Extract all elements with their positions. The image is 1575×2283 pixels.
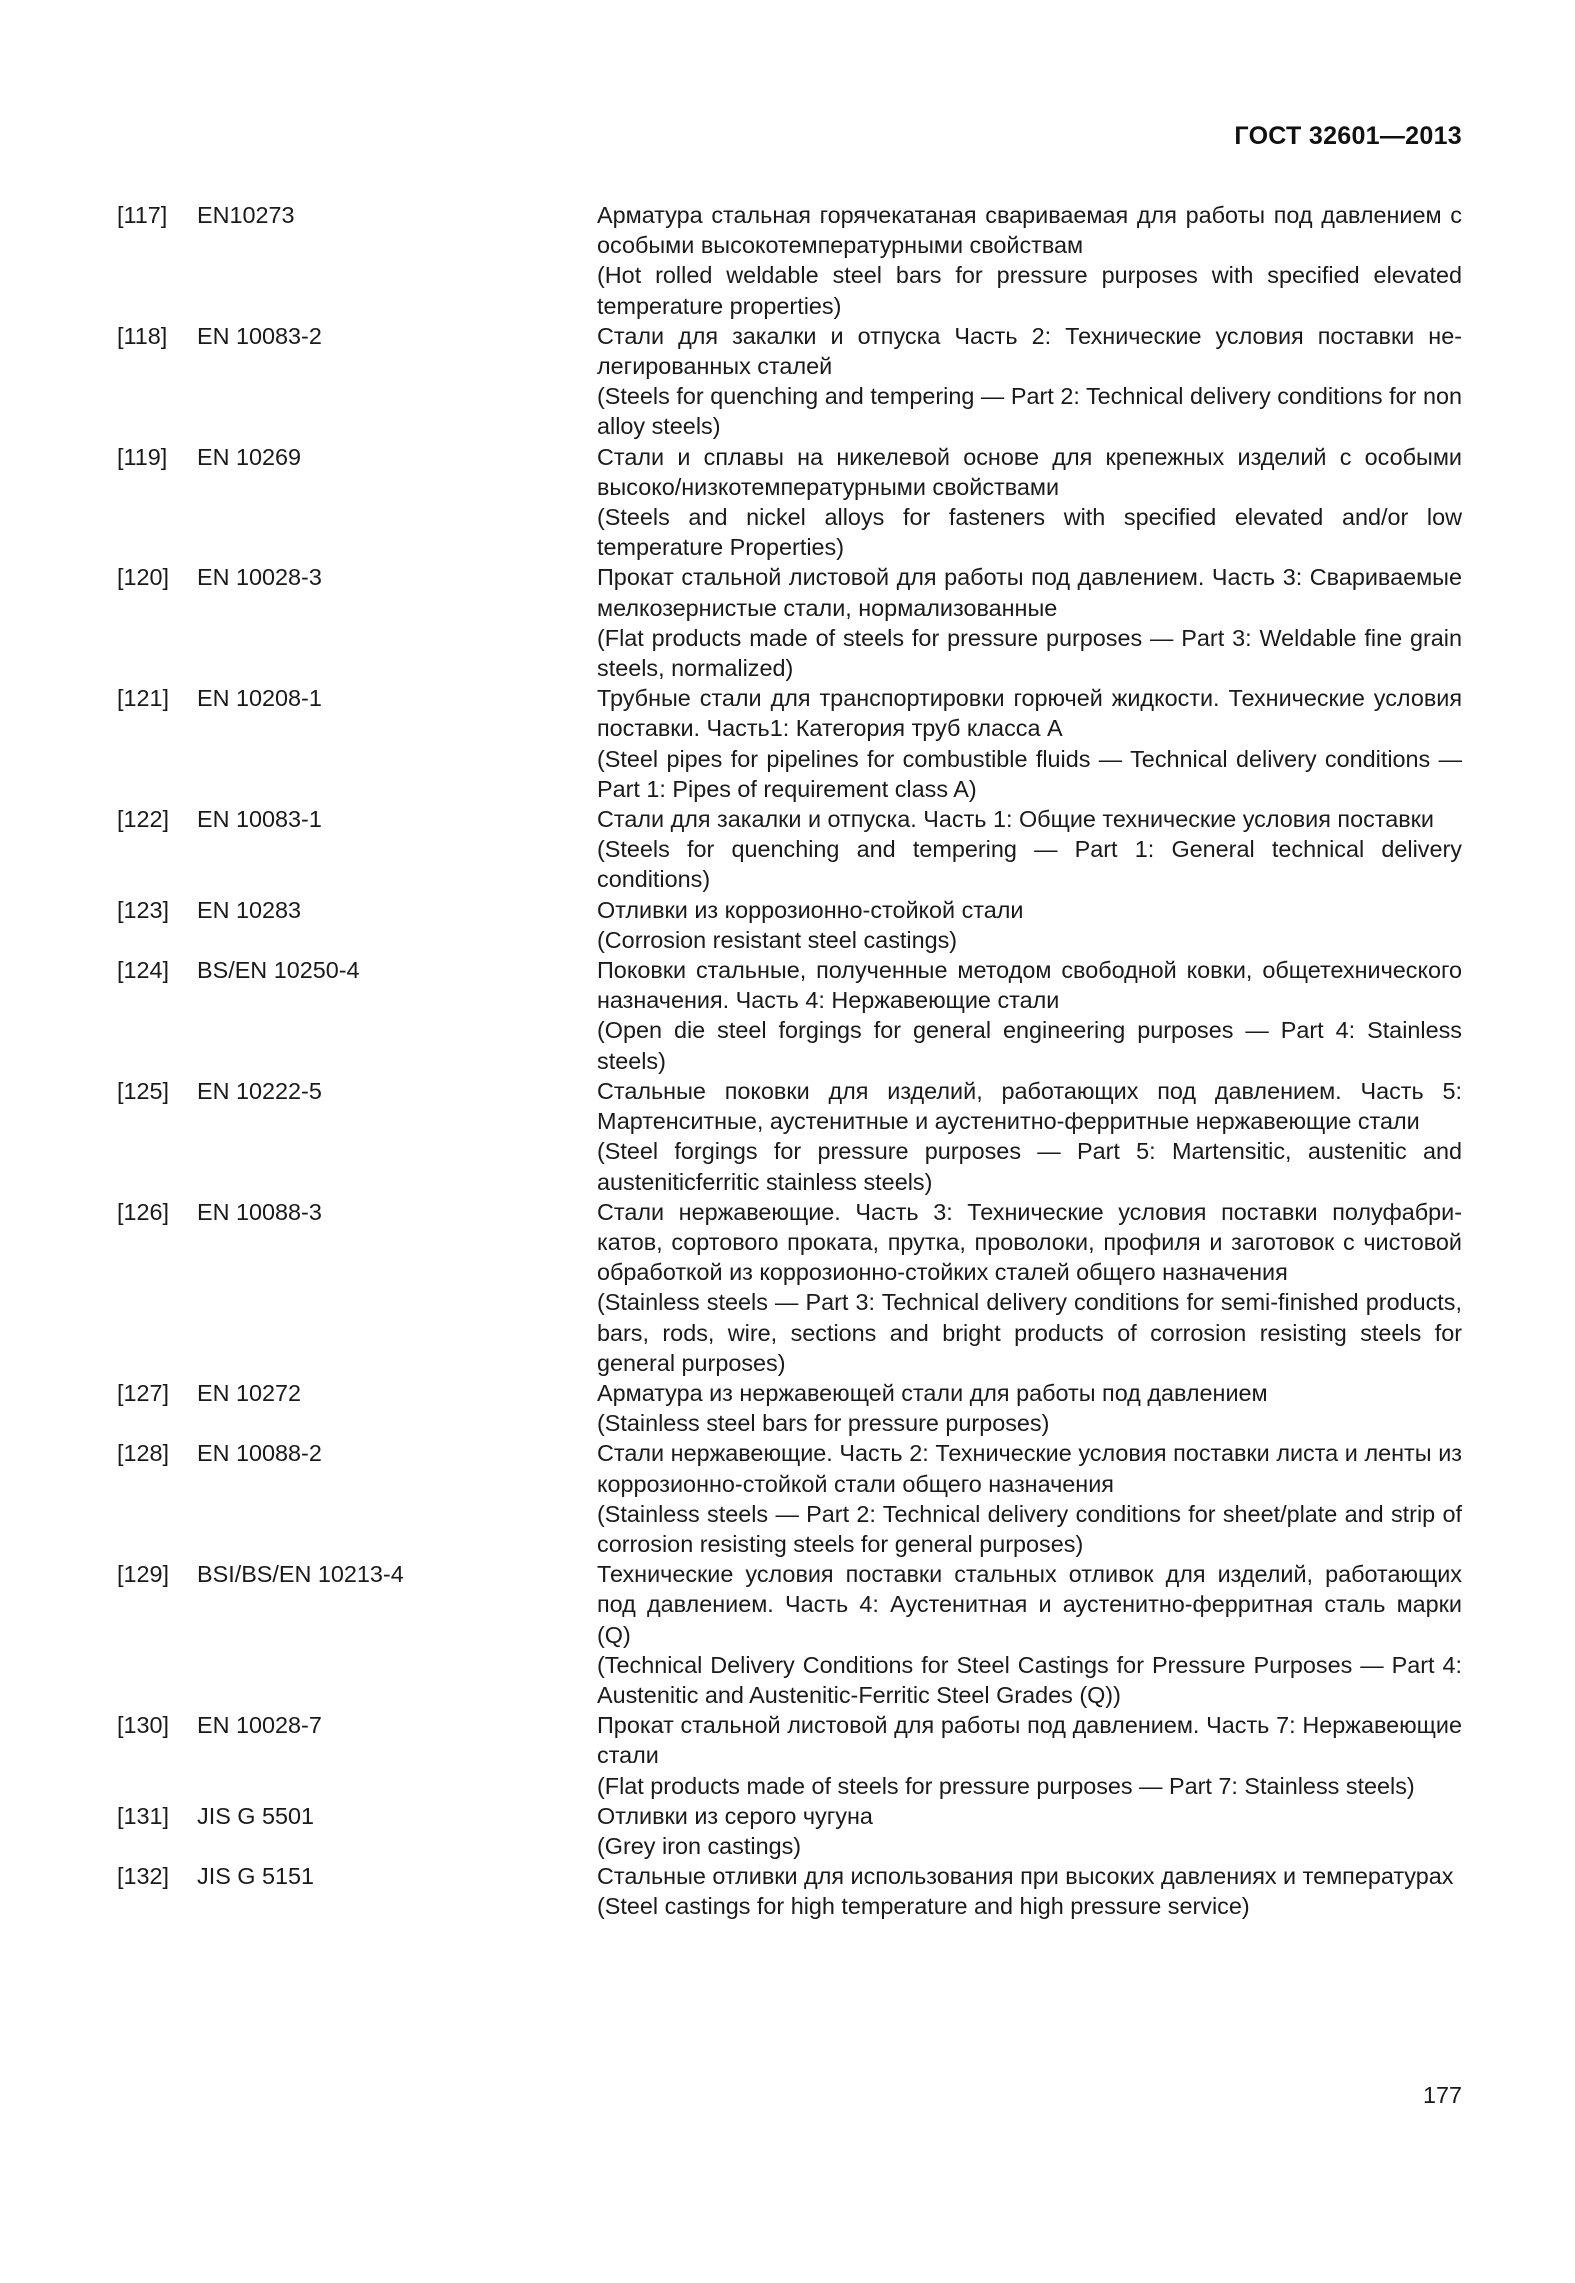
reference-title-ru: Стальные отливки для использования при высоких давлениях и температурах	[597, 1863, 1454, 1890]
reference-description	[597, 1710, 1462, 1801]
reference-description	[597, 200, 1462, 321]
reference-entry-126	[117, 1197, 1462, 1378]
reference-entry-124	[117, 955, 1462, 1076]
reference-code: EN 10088-3	[197, 1198, 322, 1225]
reference-number: [132]	[117, 1863, 170, 1890]
reference-number: [126]	[117, 1198, 170, 1225]
reference-title-en: (Steel castings for high temperature and high pressure service)	[597, 1893, 1250, 1920]
reference-title-en: (Steel pipes for pipelines for combustible fluids — Technical delivery conditions — Part 1: Pipes of requirement class A)	[597, 745, 1462, 802]
reference-description	[597, 1438, 1462, 1559]
reference-number: [122]	[117, 806, 170, 833]
reference-title-en: (Stainless steels — Part 3: Technical delivery conditions for semi-finished products, bars, rods, wire, sections and bright products of corrosion resisting steels for general purposes)	[597, 1289, 1462, 1376]
reference-entry-120	[117, 562, 1462, 683]
reference-title-en: (Open die steel forgings for general engineering purposes — Part 4: Stainless steels)	[597, 1017, 1462, 1074]
reference-number: [119]	[117, 443, 168, 470]
reference-title-en: (Flat products made of steels for pressure purposes — Part 3: Weldable fine grain steels, normalized)	[597, 624, 1462, 682]
page-number: 177	[1422, 2082, 1462, 2108]
reference-number: [130]	[117, 1712, 170, 1739]
reference-description	[597, 1861, 1462, 1921]
reference-description	[597, 1076, 1462, 1197]
reference-title-ru: Прокат стальной листовой для работы под давлением. Часть 7: Нержавеющие стали	[597, 1712, 1462, 1769]
reference-description	[597, 1197, 1462, 1378]
reference-code: EN 10028-7	[197, 1712, 322, 1739]
reference-code: EN 10269	[197, 443, 302, 470]
reference-code: EN 10083-1	[197, 806, 322, 833]
reference-number: [120]	[117, 564, 170, 591]
reference-number: [131]	[117, 1802, 170, 1829]
reference-title-en: (Technical Delivery Conditions for Steel Castings for Pressure Purposes — Part 4: Austenitic and Austenitic-Ferritic Steel Grades (Q))	[597, 1651, 1462, 1708]
reference-description	[597, 804, 1462, 895]
reference-code: EN 10083-2	[197, 322, 322, 349]
reference-title-ru: Стали для закалки и отпуска. Часть 1: Общие технические условия поставки	[597, 806, 1434, 833]
reference-title-en: (Flat products made of steels for pressure purposes — Part 7: Stainless steels)	[597, 1772, 1415, 1799]
reference-title-en: (Steels and nickel alloys for fasteners with specified elevated and/or low temperature Properties)	[597, 504, 1462, 561]
reference-entry-118	[117, 321, 1462, 442]
reference-title-en: (Stainless steels — Part 2: Technical delivery conditions for sheet/plate and strip of corrosion resisting steels for general purposes)	[597, 1500, 1462, 1557]
reference-description	[597, 1378, 1462, 1438]
reference-entry-130	[117, 1710, 1462, 1801]
reference-title-en: (Hot rolled weldable steel bars for pressure purposes with specified elevated temperature properties)	[597, 262, 1462, 319]
reference-title-ru: Трубные стали для транспортировки горючей жидкости. Технические условия поставки. Часть1: Категория труб класса А	[597, 685, 1462, 742]
reference-title-en: (Grey iron castings)	[597, 1832, 802, 1859]
reference-code: EN 10283	[197, 896, 302, 923]
references-list	[117, 200, 1462, 1922]
reference-code: JIS G 5501	[197, 1802, 315, 1829]
reference-number: [123]	[117, 896, 170, 923]
reference-title-ru: Отливки из серого чугуна	[597, 1802, 873, 1829]
reference-description	[597, 1801, 1462, 1861]
reference-number: [129]	[117, 1561, 170, 1588]
reference-code: EN 10272	[197, 1379, 302, 1406]
reference-code: EN 10208-1	[197, 685, 322, 712]
reference-entry-123	[117, 895, 1462, 955]
reference-code: EN 10028-3	[197, 564, 322, 591]
reference-title-en: (Steels for quenching and tempering — Part 2: Technical delivery conditions for non alloy steels)	[597, 383, 1462, 440]
reference-description	[597, 895, 1462, 955]
reference-title-ru: Технические условия поставки стальных отливок для изделий, работающих под давлением. Часть 4: Аустенитная и аустенитно-ферритная сталь марки (Q)	[597, 1561, 1462, 1648]
reference-entry-132	[117, 1861, 1462, 1921]
reference-title-ru: Стали нержавеющие. Часть 2: Технические условия поставки листа и ленты из коррозионно-стойкой стали общего назначения	[597, 1440, 1462, 1497]
reference-entry-129	[117, 1559, 1462, 1710]
standard-header: ГОСТ 32601—2013	[1234, 122, 1462, 150]
reference-title-ru: Поковки стальные, полученные методом свободной ковки, общетехнического назначения. Часть 4: Нержавеющие стали	[597, 957, 1462, 1014]
reference-title-ru: Арматура стальная горячекатаная свариваемая для работы под давлением с особыми высокотемпературными свойствам	[597, 202, 1462, 259]
reference-number: [118]	[117, 322, 168, 349]
reference-title-ru: Стали для закалки и отпуска Часть 2: Технические условия поставки нелегированных сталей	[597, 322, 1462, 380]
reference-description	[597, 562, 1462, 683]
reference-title-ru: Арматура из нержавеющей стали для работы под давлением	[597, 1379, 1268, 1406]
reference-entry-131	[117, 1801, 1462, 1861]
reference-entry-122	[117, 804, 1462, 895]
reference-code: BS/EN 10250-4	[197, 957, 360, 984]
reference-description	[597, 1559, 1462, 1710]
reference-entry-121	[117, 683, 1462, 804]
reference-title-en: (Steels for quenching and tempering — Part 1: General technical delivery conditions)	[597, 836, 1462, 893]
reference-number: [125]	[117, 1077, 170, 1104]
reference-title-ru: Стальные поковки для изделий, работающих под давлением. Часть 5: Мартенситные, аустенитные и аустенитно-ферритные нержавеющие стали	[597, 1077, 1462, 1135]
reference-code: EN 10088-2	[197, 1440, 322, 1467]
reference-title-en: (Corrosion resistant steel castings)	[597, 926, 958, 953]
reference-title-ru: Отливки из коррозионно-стойкой стали	[597, 896, 1024, 923]
reference-title-en: (Steel forgings for pressure purposes — Part 5: Martensitic, austenitic and austeniticferritic stainless steels)	[597, 1138, 1462, 1195]
reference-title-en: (Stainless steel bars for pressure purposes)	[597, 1410, 1050, 1437]
reference-code: BSI/BS/EN 10213-4	[197, 1561, 404, 1588]
reference-number: [121]	[117, 685, 170, 712]
reference-description	[597, 683, 1462, 804]
reference-code: EN 10222-5	[197, 1077, 322, 1104]
reference-entry-125	[117, 1076, 1462, 1197]
reference-entry-127	[117, 1378, 1462, 1438]
reference-title-ru: Прокат стальной листовой для работы под давлением. Часть 3: Свариваемые мелкозернистые стали, нормализованные	[597, 564, 1462, 621]
reference-number: [124]	[117, 957, 170, 984]
reference-description	[597, 321, 1462, 442]
reference-number: [127]	[117, 1379, 170, 1406]
reference-description	[597, 442, 1462, 563]
reference-entry-117	[117, 200, 1462, 321]
reference-number: [128]	[117, 1440, 170, 1467]
reference-entry-128	[117, 1438, 1462, 1559]
reference-number: [117]	[117, 202, 168, 228]
reference-title-ru: Стали нержавеющие. Часть 3: Технические условия поставки полуфабрикатов, сортового проката, прутка, проволоки, профиля и заготовок с чистовой обработкой из коррозионно-стойких сталей общего назначения	[597, 1198, 1462, 1286]
reference-entry-119	[117, 442, 1462, 563]
reference-code: JIS G 5151	[197, 1863, 315, 1890]
reference-code: EN10273	[197, 202, 295, 228]
reference-description	[597, 955, 1462, 1076]
reference-title-ru: Стали и сплавы на никелевой основе для крепежных изделий с особыми высоко/низкотемпературными свойствами	[597, 443, 1462, 500]
